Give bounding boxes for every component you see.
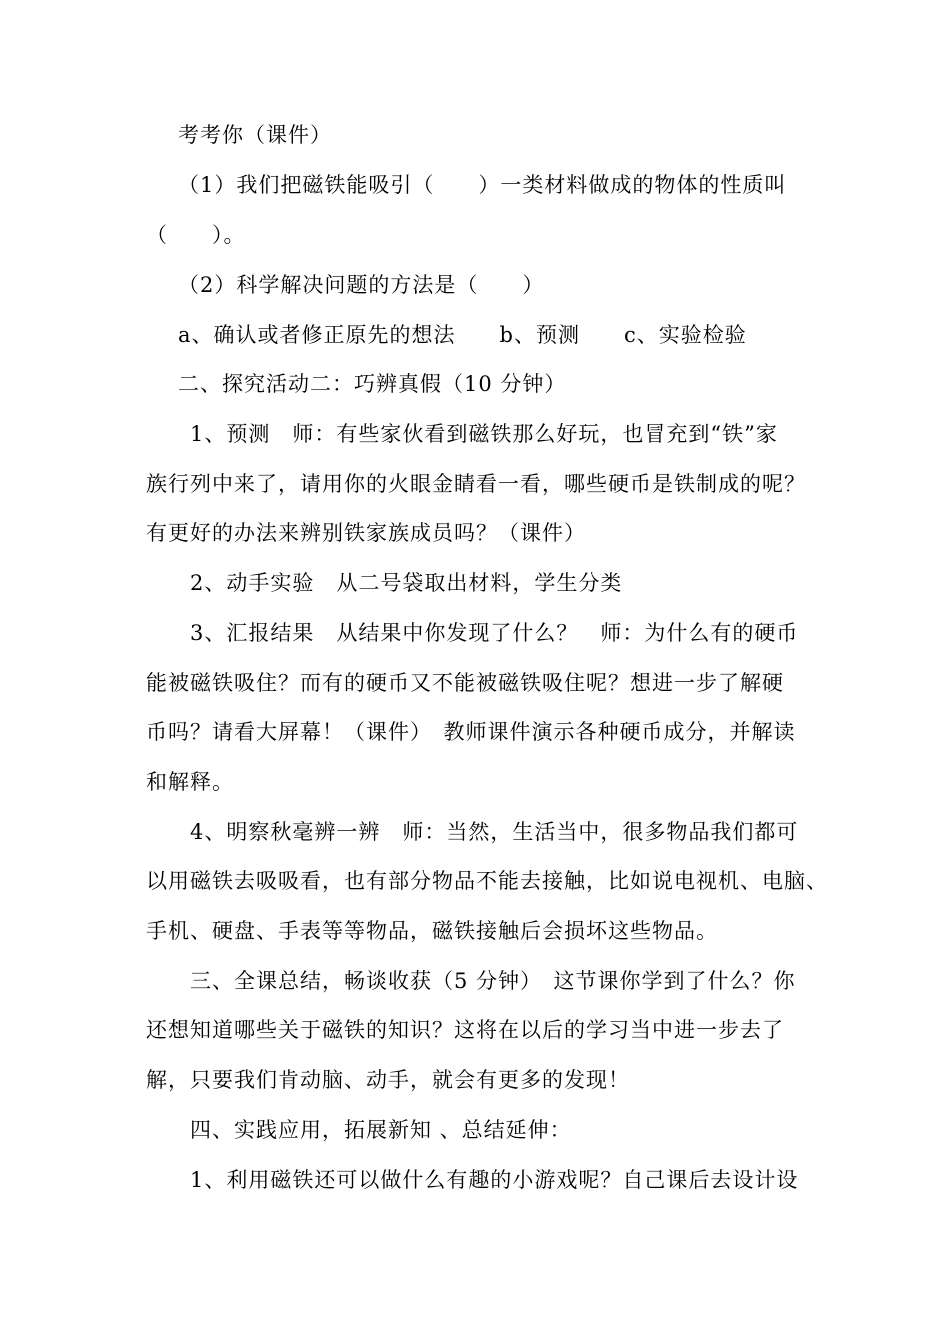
- text-line: 1、预测 师：有些家伙看到磁铁那么好玩，也冒充到“铁”家: [190, 422, 778, 446]
- text-line: 以用磁铁去吸吸看，也有部分物品不能去接触，比如说电视机、电脑、: [146, 869, 828, 893]
- text-line: 二、探究活动二：巧辨真假（10 分钟）: [178, 372, 567, 396]
- text-line: 族行列中来了，请用你的火眼金睛看一看，哪些硬币是铁制成的呢？: [146, 472, 806, 496]
- text-line: 3、汇报结果 从结果中你发现了什么？ 师：为什么有的硬币: [190, 621, 799, 645]
- text-line: 有更好的办法来辨别铁家族成员吗？（课件）: [146, 521, 586, 545]
- text-line: （ ）。: [146, 223, 246, 247]
- text-line: 解，只要我们肯动脑、动手，就会有更多的发现！: [146, 1068, 630, 1092]
- text-line: 手机、硬盘、手表等等物品，磁铁接触后会损坏这些物品。: [146, 919, 718, 943]
- text-line: a、确认或者修正原先的想法 b、预测 c、实验检验: [178, 323, 747, 347]
- text-line: 1、利用磁铁还可以做什么有趣的小游戏呢？自己课后去设计设: [190, 1168, 799, 1192]
- text-line: 4、明察秋毫辨一辨 师：当然，生活当中，很多物品我们都可: [190, 820, 799, 844]
- text-line: 和解释。: [146, 770, 234, 794]
- text-line: 2、动手实验 从二号袋取出材料，学生分类: [190, 571, 623, 595]
- text-line: 四、实践应用，拓展新知 、总结延伸：: [190, 1118, 572, 1142]
- text-line: 三、全课总结，畅谈收获（5 分钟） 这节课你学到了什么？你: [190, 969, 796, 993]
- text-line: 能被磁铁吸住？而有的硬币又不能被磁铁吸住呢？想进一步了解硬: [146, 671, 784, 695]
- text-line: 还想知道哪些关于磁铁的知识？这将在以后的学习当中进一步去了: [146, 1018, 784, 1042]
- text-line: 考考你（课件）: [178, 123, 332, 147]
- text-line: （1）我们把磁铁能吸引（ ）一类材料做成的物体的性质叫: [178, 173, 787, 197]
- text-line: 币吗？请看大屏幕！（课件） 教师课件演示各种硬币成分，并解读: [146, 720, 796, 744]
- text-line: （2）科学解决问题的方法是（ ）: [178, 273, 545, 297]
